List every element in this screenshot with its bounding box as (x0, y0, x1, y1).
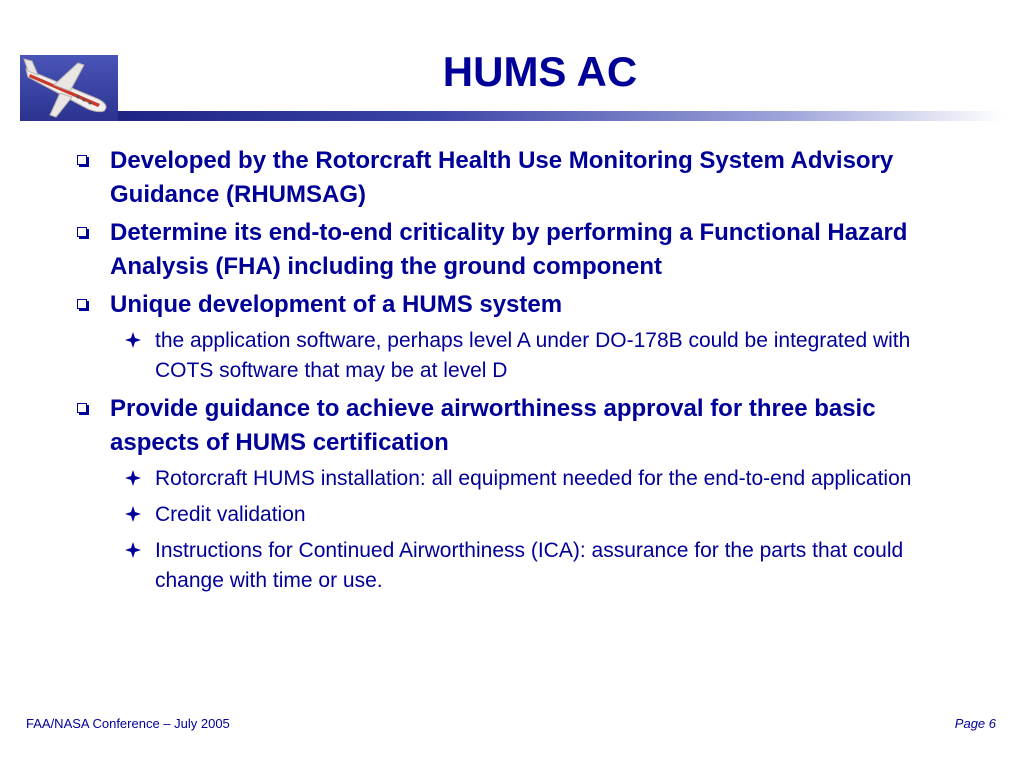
title-underline-bar (118, 111, 1004, 121)
bullet-item (70, 288, 970, 322)
sub-bullet-item (70, 326, 970, 386)
four-petal-diamond-icon (125, 506, 141, 522)
sub-bullet-item (70, 464, 970, 494)
bullet-item (70, 392, 970, 460)
sub-bullet-text: Instructions for Continued Airworthiness (ICA): assurance for the parts that could change with time or use. (155, 539, 904, 592)
four-petal-diamond-icon (125, 332, 141, 348)
sub-bullet-text: Credit validation (155, 503, 306, 526)
airplane-logo (20, 55, 118, 121)
hollow-square-icon (77, 227, 87, 237)
sub-bullet-text: Rotorcraft HUMS installation: all equipment needed for the end-to-end application (155, 467, 912, 490)
slide-title: HUMS AC (442, 48, 638, 95)
airplane-icon (20, 55, 118, 121)
sub-bullet-item (70, 500, 970, 530)
sub-bullet-text: the application software, perhaps level A under DO-178B could be integrated with COTS software that may be at level D (155, 329, 911, 382)
sub-bullet-item (70, 536, 970, 596)
footer-conference: FAA/NASA Conference – July 2005 (26, 716, 230, 731)
bullet-list (70, 144, 970, 602)
hollow-square-icon (77, 299, 87, 309)
bullet-item (70, 144, 970, 212)
bullet-text: Provide guidance to achieve airworthiness approval for three basic aspects of HUMS certification (110, 395, 876, 456)
hollow-square-icon (77, 155, 87, 165)
four-petal-diamond-icon (125, 542, 141, 558)
bullet-text: Unique development of a HUMS system (110, 291, 563, 318)
bullet-text: Developed by the Rotorcraft Health Use Monitoring System Advisory Guidance (RHUMSAG) (110, 147, 894, 208)
bullet-text: Determine its end-to-end criticality by performing a Functional Hazard Analysis (FHA) including the ground component (110, 219, 908, 280)
bullet-item (70, 216, 970, 284)
four-petal-diamond-icon (125, 470, 141, 486)
hollow-square-icon (77, 403, 87, 413)
footer-page-number: Page 6 (954, 716, 996, 731)
